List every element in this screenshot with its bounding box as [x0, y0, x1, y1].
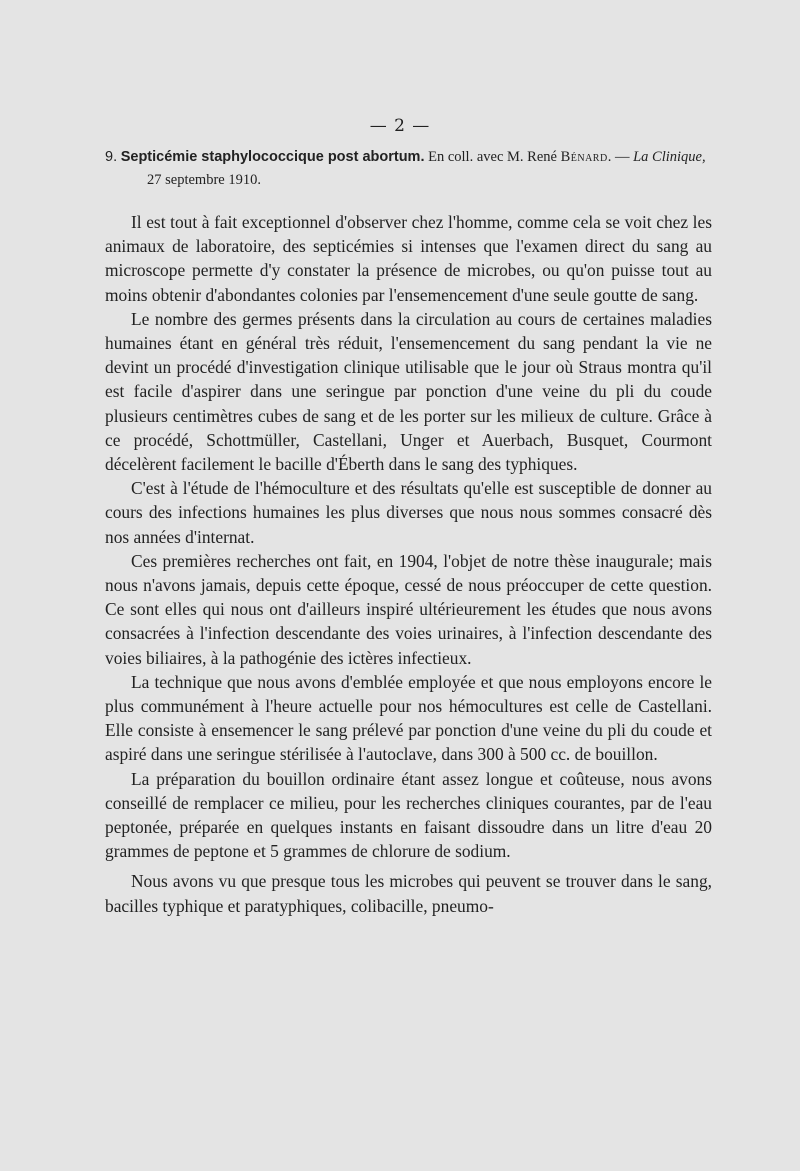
- entry-separator: . —: [607, 149, 630, 165]
- entry-title: Septicémie staphylococcique post abortum.: [120, 149, 425, 165]
- collab-author: Bénard: [560, 149, 608, 165]
- paragraph: La préparation du bouillon ordinaire étant assez longue et coûteuse, nous avons conseillé de remplacer ce milieu, pour les recherches cliniques courantes, par de l'eau peptonée, préparée en quelques instants en faisant dissoudre dans un litre d'eau 20 grammes de peptone et 5 grammes de chlorure de sodium.: [105, 768, 712, 862]
- collab-prefix: En coll. avec M. René: [428, 149, 557, 165]
- paragraph: Il est tout à fait exceptionnel d'observer chez l'homme, comme cela se voit chez les animaux de laboratoire, des septicémies si intenses que l'examen direct du sang au microscope permette d'y constater la présence de microbes, ou qu'on puisse tout au moins obtenir d'abondantes colonies par l'ensemencement d'une seule goutte de sang.: [105, 212, 712, 305]
- paragraph: C'est à l'étude de l'hémoculture et des résultats qu'elle est susceptible de donner au cours des infections humaines les plus diverses que nous nous sommes consacré dès nos années d'internat.: [105, 478, 712, 547]
- publication-date: 27 septembre 1910.: [147, 172, 261, 188]
- publication-entry-line-1: [105, 146, 725, 169]
- publication-entry: [105, 146, 725, 192]
- paragraph: Nous avons vu que presque tous les microbes qui peuvent se trouver dans le sang, bacilles typhique et paratyphiques, colibacille, pneumo-: [105, 871, 712, 916]
- page-number: — 2 —: [369, 116, 431, 136]
- publication-entry-line-2: [105, 169, 725, 192]
- entry-number: 9.: [105, 149, 118, 165]
- journal-name: La Clinique,: [633, 149, 706, 165]
- paragraph: La technique que nous avons d'emblée employée et que nous employons encore le plus communément à l'heure actuelle pour nos hémocultures est celle de Castellani. Elle consiste à ensemencer le sang prélevé par ponction d'une veine du pli du coude et aspiré dans une seringue stérilisée à l'autoclave, dans 300 à 500 cc. de bouillon.: [105, 671, 712, 765]
- paragraph: Ces premières recherches ont fait, en 1904, l'objet de notre thèse inaugurale; mais nous n'avons jamais, depuis cette époque, cessé de nous préoccuper de cette question. Ce sont elles qui nous ont d'ailleurs inspiré ultérieurement les études que nous avons consacrées à l'infection descendante des voies urinaires, à l'infection descendante des voies biliaires, à la pathogénie des ictères infectieux.: [105, 550, 712, 668]
- paragraph: Le nombre des germes présents dans la circulation au cours de certaines maladies humaines étant en général très réduit, l'ensemencement du sang pendant la vie ne devint un procédé d'investigation clinique utilisable que le jour où Straus montra qu'il est facile d'aspirer dans une seringue par ponction d'une veine du pli du coude plusieurs centimètres cubes de sang et de les porter sur les milieux de culture. Grâce à ce procédé, Schottmüller, Castellani, Unger et Auerbach, Busquet, Courmont décelèrent facilement le bacille d'Éberth dans le sang des typhiques.: [105, 308, 712, 475]
- body-text: [105, 210, 712, 918]
